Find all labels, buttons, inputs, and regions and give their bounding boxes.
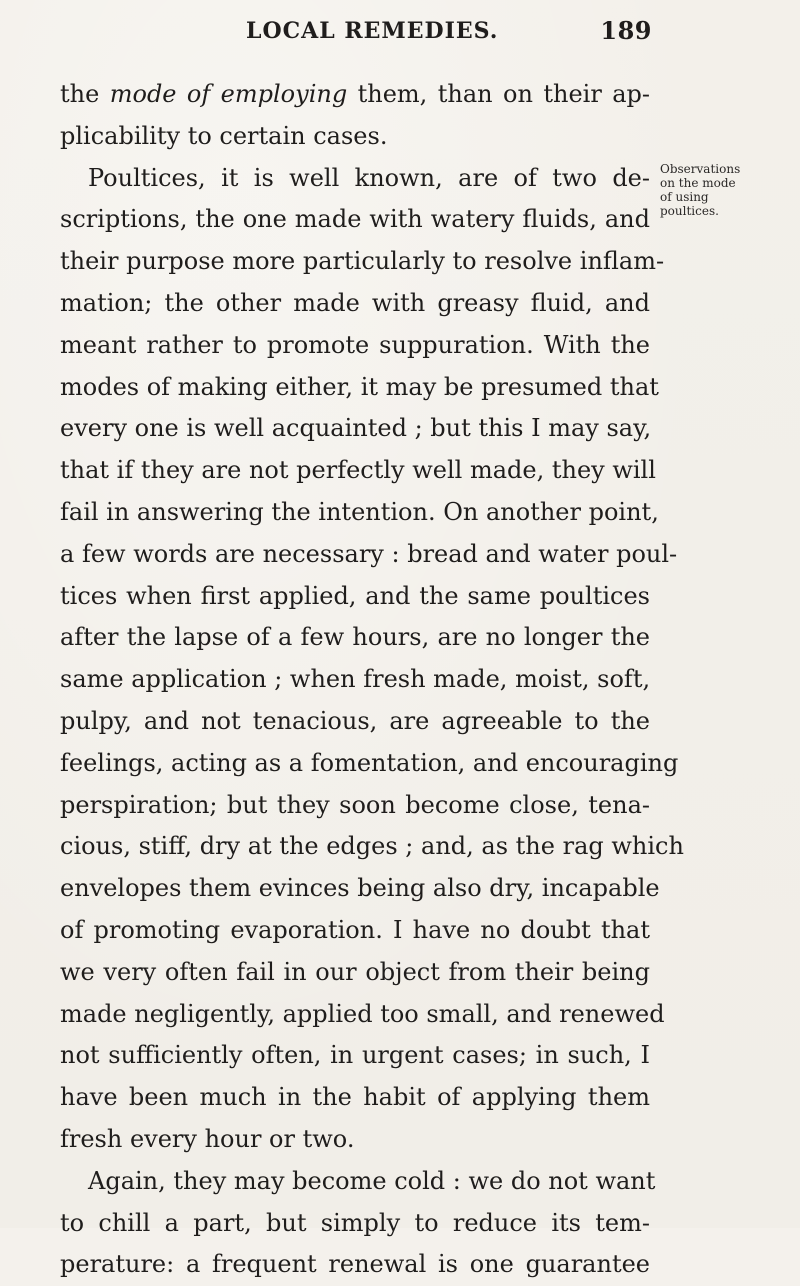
text-line: perature: a frequent renewal is one guarantee <box>60 1250 650 1279</box>
text-line: plicability to certain cases. <box>60 121 388 150</box>
text-line: have been much in the habit of applying them <box>60 1083 650 1112</box>
text-line: meant rather to promote suppuration. With the <box>60 330 650 359</box>
page-number: 189 <box>600 16 652 45</box>
italic-phrase: mode of employing <box>109 80 348 108</box>
margin-note-line: poultices. <box>660 204 719 218</box>
text-line: the mode of employing them, than on their ap- <box>60 80 650 108</box>
body-text <box>60 74 684 1286</box>
text-line: modes of making either, it may be presumed that <box>60 372 659 401</box>
text-line: pulpy, and not tenacious, are agreeable to the <box>60 706 650 735</box>
running-header <box>246 18 666 54</box>
text-line: Poultices, it is well known, are of two de- <box>88 163 650 192</box>
text-line: that if they are not perfectly well made, they will <box>60 456 656 485</box>
text-line: after the lapse of a few hours, are no longer the <box>60 623 650 652</box>
text-line: fail in answering the intention. On another point, <box>60 497 659 526</box>
text-line: cious, stiff, dry at the edges ; and, as the rag which <box>60 832 684 861</box>
text-line: of promoting evaporation. I have no doubt that <box>60 915 650 944</box>
text-line: perspiration; but they soon become close, tena- <box>60 790 650 819</box>
margin-note-line: Observations <box>660 162 741 176</box>
text-line: made negligently, applied too small, and renewed <box>60 999 665 1028</box>
text-line: scriptions, the one made with watery fluids, and <box>60 205 650 234</box>
margin-note-line: of using <box>660 190 709 204</box>
margin-note <box>660 162 780 218</box>
text-line: their purpose more particularly to resolve inflam- <box>60 247 665 276</box>
text-line: tices when first applied, and the same poultices <box>60 581 650 610</box>
text-line: to chill a part, but simply to reduce its tem- <box>60 1208 650 1237</box>
text-line: a few words are necessary : bread and water poul- <box>60 539 678 568</box>
text-line: envelopes them evinces being also dry, incapable <box>60 874 660 903</box>
text-line: we very often fail in our object from their being <box>60 957 650 986</box>
running-title: LOCAL REMEDIES. <box>246 18 499 44</box>
text-line: not sufficiently often, in urgent cases; in such, I <box>60 1041 650 1070</box>
text-line: Again, they may become cold : we do not want <box>88 1166 656 1195</box>
text-line: mation; the other made with greasy fluid, and <box>60 288 650 317</box>
margin-note-line: on the mode <box>660 176 736 190</box>
text-line: fresh every hour or two. <box>60 1124 355 1153</box>
text-line: feelings, acting as a fomentation, and encouraging <box>60 748 679 777</box>
text-line: same application ; when fresh made, moist, soft, <box>60 665 651 694</box>
text-line: every one is well acquainted ; but this I may say, <box>60 414 652 443</box>
